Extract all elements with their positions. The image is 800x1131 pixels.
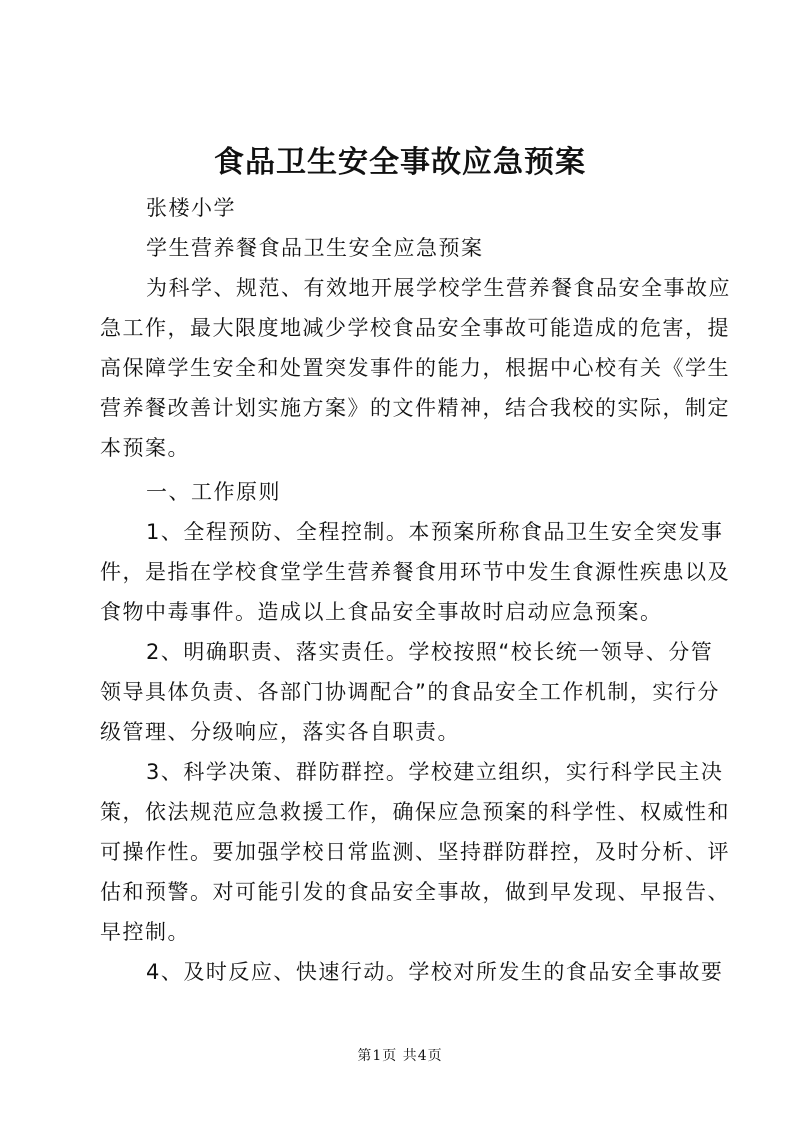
paragraph-line: 急工作，最大限度地减少学校食品安全事故可能造成的危害，提 (100, 316, 730, 340)
section-heading: 一、工作原则 (146, 480, 281, 504)
paragraph-line: 食物中毒事件。造成以上食品安全事故时启动应急预案。 (100, 600, 663, 624)
paragraph-line: 2、明确职责、落实责任。学校按照“校长统一领导、分管 (146, 640, 714, 664)
school-name: 张楼小学 (146, 196, 236, 220)
document-subtitle: 学生营养餐食品卫生安全应急预案 (146, 236, 484, 260)
paragraph-line: 早控制。 (100, 920, 190, 944)
document-title: 食品卫生安全事故应急预案 (214, 145, 586, 180)
paragraph-line: 可操作性。要加强学校日常监测、坚持群防群控，及时分析、评 (100, 840, 730, 864)
page-number: 第1页 共4页 (357, 1048, 443, 1064)
paragraph-line: 领导具体负责、各部门协调配合”的食品安全工作机制，实行分 (100, 680, 720, 704)
paragraph-line: 高保障学生安全和处置突发事件的能力，根据中心校有关《学生 (100, 356, 730, 380)
paragraph-line: 估和预警。对可能引发的食品安全事故，做到早发现、早报告、 (100, 880, 730, 904)
paragraph-line: 3、科学决策、群防群控。学校建立组织，实行科学民主决 (146, 760, 724, 784)
paragraph-line: 级管理、分级响应，落实各自职责。 (100, 720, 460, 744)
paragraph-line: 件，是指在学校食堂学生营养餐食用环节中发生食源性疾患以及 (100, 560, 730, 584)
paragraph-line: 1、全程预防、全程控制。本预案所称食品卫生安全突发事 (146, 520, 724, 544)
paragraph-line: 为科学、规范、有效地开展学校学生营养餐食品安全事故应 (146, 276, 731, 300)
paragraph-line: 策，依法规范应急救援工作，确保应急预案的科学性、权威性和 (100, 800, 730, 824)
paragraph-line: 营养餐改善计划实施方案》的文件精神，结合我校的实际，制定 (100, 396, 730, 420)
paragraph-line: 4、及时反应、快速行动。学校对所发生的食品安全事故要 (146, 960, 724, 984)
paragraph-line: 本预案。 (100, 436, 190, 460)
